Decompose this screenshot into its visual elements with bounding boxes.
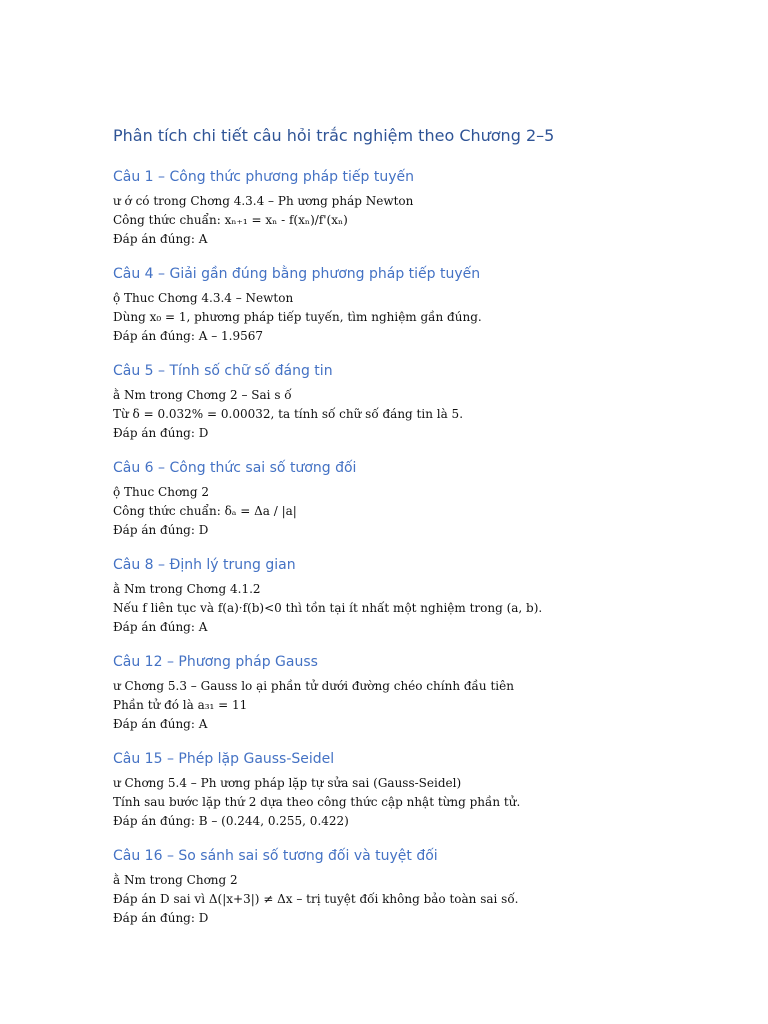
section-line: Đáp án đúng: A xyxy=(113,620,208,634)
section-cau-12 xyxy=(113,651,733,734)
section-line: ộ Thuc Chơng 4.3.4 – Newton xyxy=(113,291,294,305)
section-line: ư ớ có trong Chơng 4.3.4 – Ph ương pháp Newton xyxy=(113,194,414,208)
section-line: Công thức chuẩn: δₐ = Δa / |a| xyxy=(113,504,297,518)
section-heading: Câu 6 – Công thức sai số tương đối xyxy=(113,460,357,476)
section-cau-6 xyxy=(113,457,733,540)
section-heading: Câu 15 – Phép lặp Gauss-Seidel xyxy=(113,751,335,767)
section-line: Đáp án đúng: A – 1.9567 xyxy=(113,329,263,343)
section-heading: Câu 5 – Tính số chữ số đáng tin xyxy=(113,363,333,379)
section-heading: Câu 1 – Công thức phương pháp tiếp tuyến xyxy=(113,169,414,185)
section-line: ằ Nm trong Chơng 4.1.2 xyxy=(113,582,261,596)
section-line: Đáp án đúng: D xyxy=(113,426,209,440)
section-line: ư Chơng 5.4 – Ph ương pháp lặp tự sửa sai (Gauss-Seidel) xyxy=(113,776,462,790)
section-cau-8 xyxy=(113,554,733,637)
section-cau-16 xyxy=(113,845,733,928)
section-heading: Câu 4 – Giải gần đúng bằng phương pháp tiếp tuyến xyxy=(113,266,481,282)
section-line: Nếu f liên tục và f(a)·f(b)<0 thì tồn tại ít nhất một nghiệm trong (a, b). xyxy=(113,601,543,615)
section-line: Dùng x₀ = 1, phương pháp tiếp tuyến, tìm nghiệm gần đúng. xyxy=(113,310,482,324)
section-line: Phần tử đó là a₃₁ = 11 xyxy=(113,698,248,712)
document-page xyxy=(113,124,733,942)
section-line: ư Chơng 5.3 – Gauss lo ại phần tử dưới đường chéo chính đầu tiên xyxy=(113,679,514,693)
section-line: Công thức chuẩn: xₙ₊₁ = xₙ - f(xₙ)/f'(xₙ) xyxy=(113,213,348,227)
section-line: Đáp án đúng: D xyxy=(113,523,209,537)
section-line: Tính sau bước lặp thứ 2 dựa theo công thức cập nhật từng phần tử. xyxy=(113,795,521,809)
section-line: ằ Nm trong Chơng 2 – Sai s ố xyxy=(113,388,292,402)
section-line: Đáp án đúng: A xyxy=(113,717,208,731)
section-line: Đáp án D sai vì Δ(|x+3|) ≠ Δx – trị tuyệt đối không bảo toàn sai số. xyxy=(113,892,519,906)
document-title: Phân tích chi tiết câu hỏi trắc nghiệm theo Chương 2–5 xyxy=(113,126,555,145)
section-line: ằ Nm trong Chơng 2 xyxy=(113,873,238,887)
section-cau-15 xyxy=(113,748,733,831)
section-line: Đáp án đúng: B – (0.244, 0.255, 0.422) xyxy=(113,814,349,828)
section-cau-4 xyxy=(113,263,733,346)
section-line: Đáp án đúng: A xyxy=(113,232,208,246)
section-heading: Câu 12 – Phương pháp Gauss xyxy=(113,654,318,670)
section-line: Đáp án đúng: D xyxy=(113,911,209,925)
section-heading: Câu 16 – So sánh sai số tương đối và tuyệt đối xyxy=(113,848,438,864)
section-line: ộ Thuc Chơng 2 xyxy=(113,485,210,499)
section-cau-5 xyxy=(113,360,733,443)
section-heading: Câu 8 – Định lý trung gian xyxy=(113,557,296,573)
section-cau-1 xyxy=(113,166,733,249)
section-line: Từ δ = 0.032% = 0.00032, ta tính số chữ số đáng tin là 5. xyxy=(113,407,464,421)
